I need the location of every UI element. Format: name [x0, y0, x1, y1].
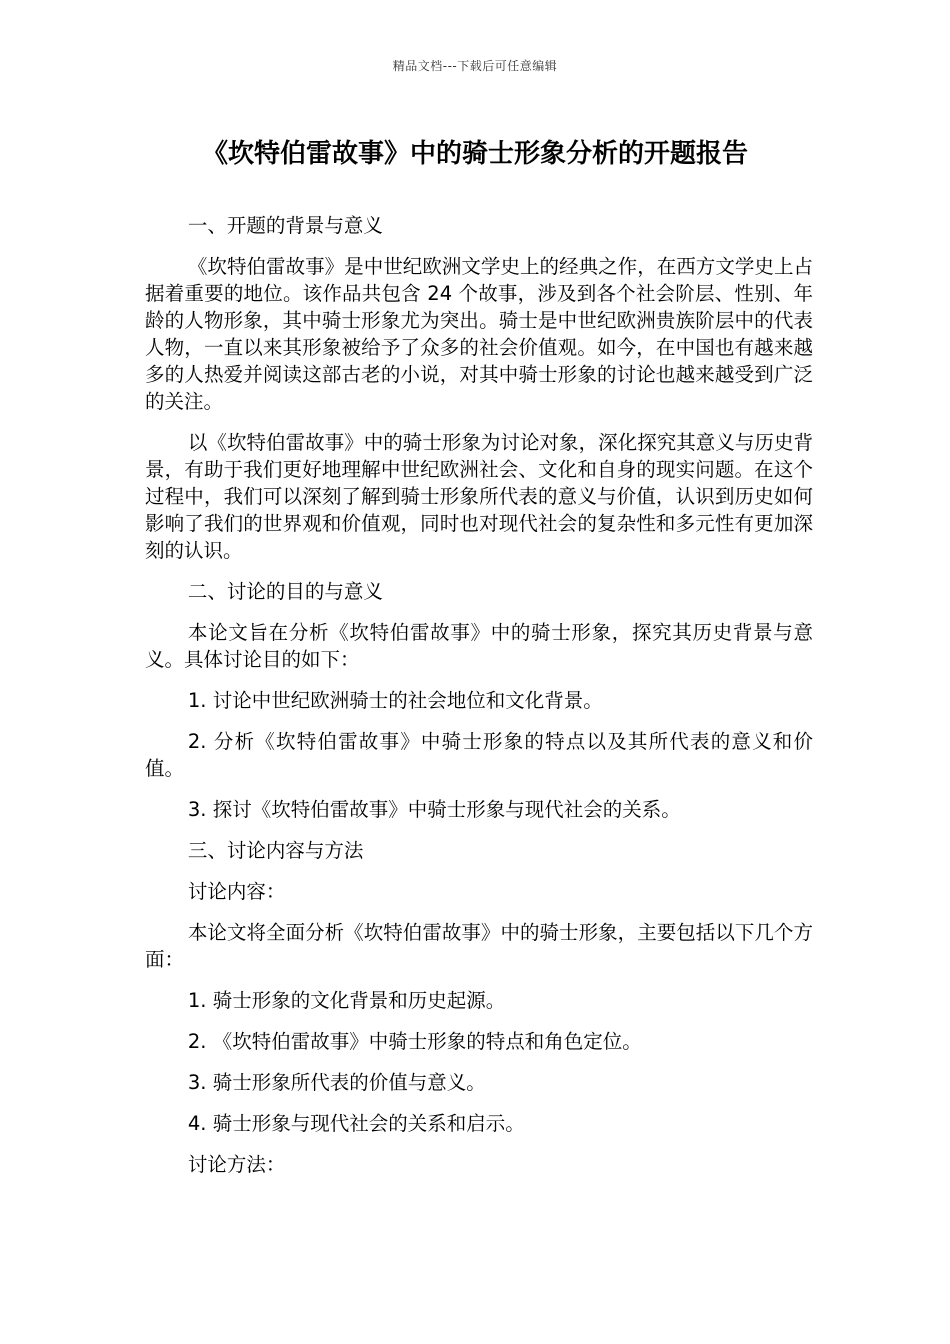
document-body	[145, 212, 813, 1192]
list-item-purpose-3: 3. 探讨《坎特伯雷故事》中骑士形象与现代社会的关系。	[187, 798, 681, 821]
paragraph-background-2: 以《坎特伯雷故事》中的骑士形象为讨论对象，深化探究其意义与历史背景，有助于我们更好地理解中世纪欧洲社会、文化和自身的现实问题。在这个过程中，我们可以深刻了解到骑士形象所代表的意义与价值，认识到历史如何影响了我们的世界观和价值观，同时也对现代社会的复杂性和多元性有更加深刻的认识。	[145, 431, 813, 562]
document-title: 《坎特伯雷故事》中的骑士形象分析的开题报告	[201, 139, 748, 169]
list-item-content-1: 1. 骑士形象的文化背景和历史起源。	[187, 989, 506, 1012]
list-item-content-3: 3. 骑士形象所代表的价值与意义。	[187, 1071, 486, 1094]
list-item-purpose-2: 2. 分析《坎特伯雷故事》中骑士形象的特点以及其所代表的意义和价值。	[145, 730, 813, 780]
list-item-purpose-1: 1. 讨论中世纪欧洲骑士的社会地位和文化背景。	[187, 689, 603, 712]
section-heading-content-method: 三、讨论内容与方法	[187, 839, 364, 862]
list-item-content-2: 2. 《坎特伯雷故事》中骑士形象的特点和角色定位。	[187, 1030, 642, 1053]
section-heading-background: 一、开题的背景与意义	[187, 214, 383, 237]
list-item-content-4: 4. 骑士形象与现代社会的关系和启示。	[187, 1112, 525, 1135]
section-heading-purpose: 二、讨论的目的与意义	[187, 580, 383, 603]
paragraph-background-1: 《坎特伯雷故事》是中世纪欧洲文学史上的经典之作，在西方文学史上占据着重要的地位。该作品共包含 24 个故事，涉及到各个社会阶层、性别、年龄的人物形象，其中骑士形象尤为突出。骑士是中世纪欧洲贵族阶层中的代表人物，一直以来其形象被给予了众多的社会价值观。如今，在中国也有越来越多的人热爱并阅读这部古老的小说，对其中骑士形象的讨论也越来越受到广泛的关注。	[145, 255, 813, 413]
paragraph-content-intro: 本论文将全面分析《坎特伯雷故事》中的骑士形象，主要包括以下几个方面：	[145, 921, 813, 971]
paragraph-purpose-intro: 本论文旨在分析《坎特伯雷故事》中的骑士形象，探究其历史背景与意义。具体讨论目的如下：	[145, 621, 813, 671]
subheading-method: 讨论方法：	[187, 1153, 286, 1176]
subheading-content: 讨论内容：	[187, 880, 286, 903]
page-header-note: 精品文档---下载后可任意编辑	[392, 59, 558, 73]
